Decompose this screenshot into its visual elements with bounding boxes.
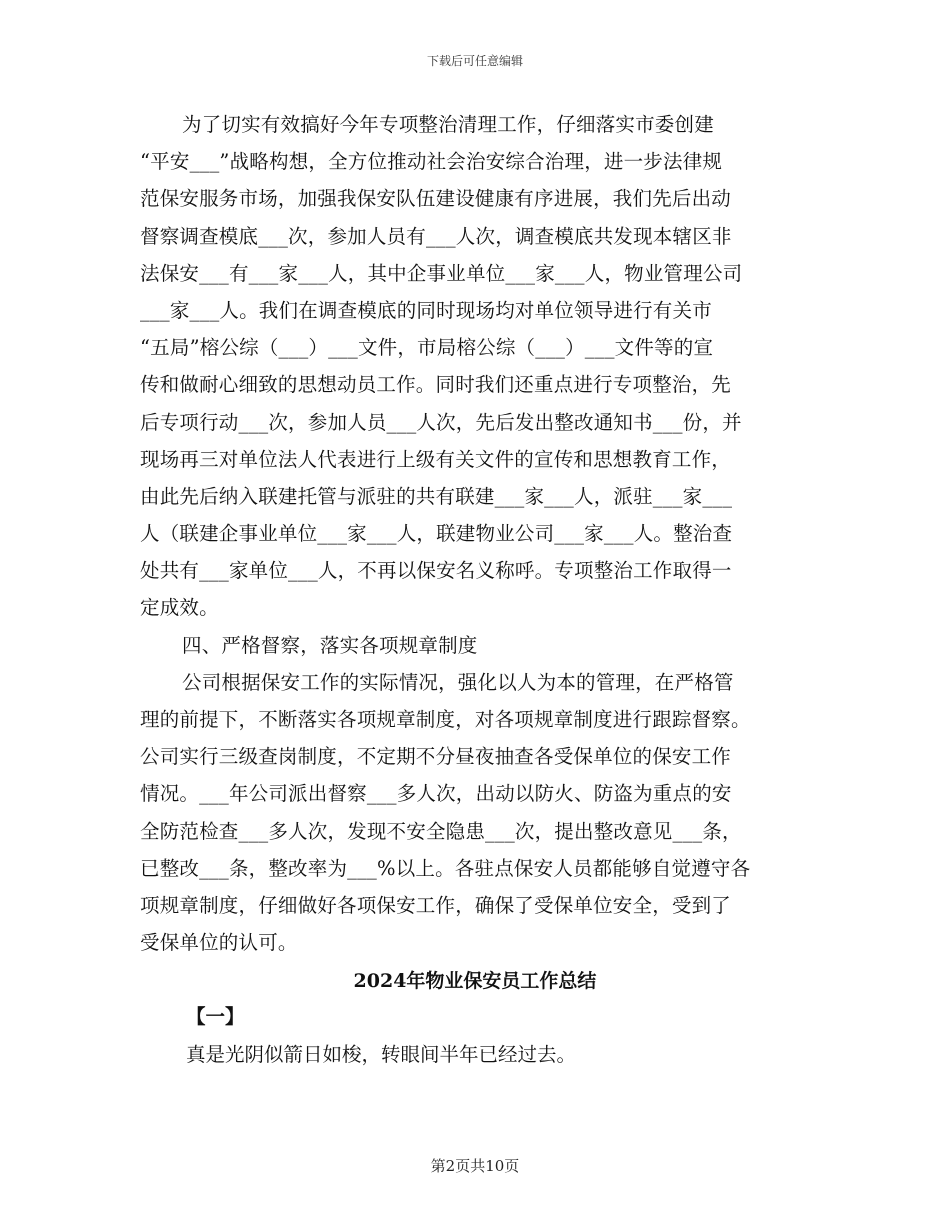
para1-line: 后专项行动___次，参加人员___人次，先后发出整改通知书___份，并 — [140, 410, 742, 434]
para1-line: “五局”榕公综（___）___文件，市局榕公综（___）___文件等的宣 — [140, 336, 714, 360]
para1-line: 处共有___家单位___人，不再以保安名义称呼。专项整治工作取得一 — [140, 559, 732, 583]
sub-heading: 【一】 — [186, 1005, 245, 1028]
section-heading: 四、严格督察，落实各项规章制度 — [182, 633, 478, 657]
page-footer-number: 第2页共10页 — [430, 1157, 520, 1175]
para1-line: “平安___”战略构想，全方位推动社会治安综合治理，进一步法律规 — [140, 150, 723, 174]
page-header-note: 下载后可任意编辑 — [426, 54, 523, 68]
para1-line: 现场再三对单位法人代表进行上级有关文件的宣传和思想教育工作， — [140, 447, 732, 471]
para2-line: 公司实行三级查岗制度，不定期不分昼夜抽查各受保单位的保安工作 — [140, 745, 732, 769]
para2-line: 项规章制度，仔细做好各项保安工作，确保了受保单位安全，受到了 — [140, 893, 732, 917]
para1-line: 督察调查模底___次，参加人员有___人次，调查模底共发现本辖区非 — [140, 224, 732, 248]
document-title: 2024年物业保安员工作总结 — [353, 970, 597, 992]
final-paragraph: 真是光阴似箭日如梭，转眼间半年已经过去。 — [186, 1043, 577, 1066]
para2-line: 理的前提下，不断落实各项规章制度，对各项规章制度进行跟踪督察。 — [140, 708, 751, 731]
document-body — [140, 106, 805, 961]
para2-line: 情况。___年公司派出督察___多人次，出动以防火、防盗为重点的安 — [140, 782, 732, 806]
para2-line: 已整改___条，整改率为___%以上。各驻点保安人员都能够自觉遵守各 — [140, 856, 751, 880]
para2-line: 公司根据保安工作的实际情况，强化以人为本的管理，在严格管 — [182, 670, 734, 694]
para2-line: 受保单位的认可。 — [140, 931, 298, 955]
para1-line: 法保安___有___家___人，其中企事业单位___家___人，物业管理公司 — [140, 261, 743, 285]
para1-line: ___家___人。我们在调查模底的同时现场均对单位领导进行有关市 — [140, 298, 712, 322]
para2-line: 全防范检查___多人次，发现不安全隐患___次，提出整改意见___条， — [140, 819, 742, 843]
para1-line: 人（联建企事业单位___家___人，联建物业公司___家___人。整治查 — [140, 522, 733, 546]
para1-line: 定成效。 — [140, 596, 219, 620]
para1-line: 范保安服务市场，加强我保安队伍建设健康有序进展，我们先后出动 — [140, 187, 732, 211]
para1-line: 由此先后纳入联建托管与派驻的共有联建___家___人，派驻___家___ — [140, 484, 733, 508]
para1-line: 传和做耐心细致的思想动员工作。同时我们还重点进行专项整治，先 — [140, 373, 732, 397]
para1-line: 为了切实有效搞好今年专项整治清理工作，仔细落实市委创建 — [182, 113, 714, 136]
